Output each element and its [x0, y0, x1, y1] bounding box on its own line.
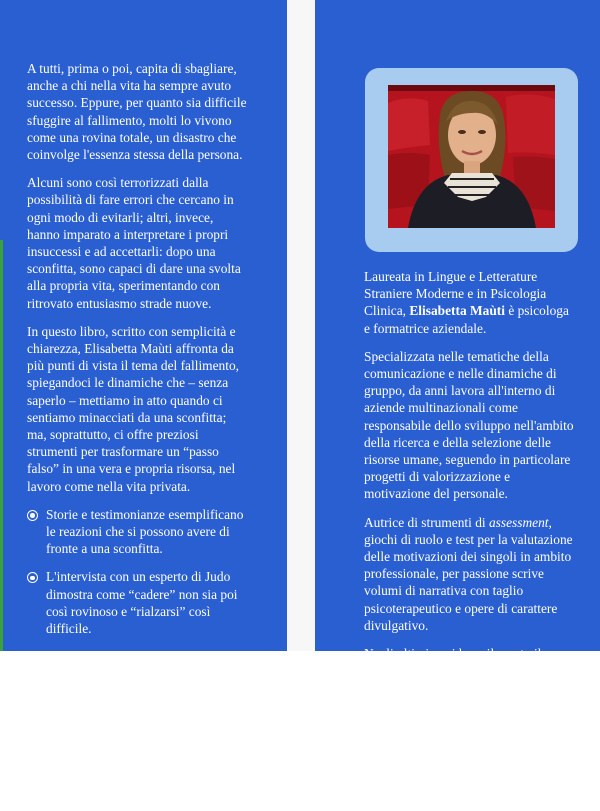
blurb-paragraph-1: A tutti, prima o poi, capita di sbagliare, anche a chi nella vita ha sempre avuto successo. Eppure, per quanto sia difficile sfuggire al fallimento, molti lo vivono come una rovina totale, un disastro che coinvolge l'essenza stessa della persona.: [27, 61, 247, 163]
bio-italic-term: assessment: [488, 514, 549, 530]
feature-bullet-text: Schede di autoanalisi permettono al lettore di sperimentare in prima persona quale sia il proprio approccio al fallimento.: [46, 649, 248, 716]
page-gutter: [287, 0, 315, 651]
bio-text: è psicologa e formatrice aziendale.: [364, 303, 569, 336]
bio-paragraph-4: [364, 645, 578, 800]
bio-paragraph-1: [364, 268, 578, 337]
blurb-paragraph-2: Alcuni sono così terrorizzati dalla possibilità di fare errori che cercano in ogni modo di evitarli; altri, invece, hanno imparato a interpretare i propri insuccessi e ad accettarli: dopo una sconfitta, sono capaci di dare una svolta alla propria vita, sperimentando con ritrovato entusiasmo strade nuove.: [27, 175, 241, 311]
bio-text: (Edizioni Erickson, 2011). Per Giunti Demetra ha realizzato: [364, 749, 577, 799]
feature-bullet-2: [27, 568, 249, 637]
target-bullet-icon: [27, 510, 38, 521]
blurb-paragraph-3: In questo libro, scritto con semplicità e chiarezza, Elisabetta Maùti affronta da più punti di vista il tema del fallimento, spiegandoci le dinamiche che – senza saperlo – mettiamo in atto quando ci sentiamo minacciati da una sconfitta; ma, soprattutto, ci offre preziosi strumenti per trasformare un “passo falso” in una vera e propria risorsa, nel lavoro come nella vita privata.: [27, 323, 239, 494]
bio-text: , incentrato sull'uso delle favole per parlare ai bambini. Tra le sue raccolte di racconti, ricordiamo: [364, 663, 577, 730]
author-name: Elisabetta Maùti: [409, 303, 505, 319]
book-title: Una fiaba per ogni perché: [426, 714, 568, 730]
book-title: Storie per la pappa e per la nanna: [364, 732, 569, 765]
bio-text: (Edizioni Erickson, 2007) e: [364, 732, 516, 748]
bio-text: Laureata in Lingue e Letterature Straniere Moderne e in Psicologia Clinica,: [364, 269, 547, 319]
target-bullet-icon: [27, 572, 38, 583]
bio-paragraph-3: [364, 514, 578, 634]
book-title: Dillo con una fiaba: [411, 663, 517, 679]
bio-paragraph-2: Specializzata nelle tematiche della comunicazione e nelle dinamiche di gruppo, da anni lavora all'interno di aziende multinazionali come responsabile dello sviluppo nell'ambito della ricerca e della selezione delle risorse umane, seguendo in particolare progetti di valorizzazione e motivazione del personale.: [364, 348, 574, 502]
author-photo: [388, 85, 555, 228]
green-edge-stripe: [0, 240, 3, 651]
feature-bullet-text: Storie e testimonianze esemplificano le reazioni che si possono avere di fronte a una sconfitta.: [46, 506, 244, 557]
bio-text: Autrice di strumenti di: [364, 514, 489, 530]
bio-text: (2012).: [519, 783, 563, 799]
author-bio: [364, 268, 578, 811]
target-bullet-icon: [27, 652, 38, 663]
blurb-text: [27, 60, 249, 728]
feature-bullet-text: L'intervista con un esperto di Judo dimostra come “cadere” non sia poi così rovinoso e “rialzarsi” così difficile.: [46, 569, 238, 637]
bio-text: Negli ultimi anni ha sviluppato il progetto: [364, 646, 542, 679]
feature-bullet-3: [27, 648, 249, 717]
book-title: Training Autogeno: [419, 783, 520, 799]
author-portrait-icon: [388, 85, 555, 228]
feature-bullet-1: [27, 506, 249, 558]
bio-text: , giochi di ruolo e test per la valutazione delle motivazioni dei singoli in ambito professionale, per passione scrive volumi di narrativa con taglio psicoterapeutico e opere di carattere divulgativo.: [364, 514, 573, 633]
